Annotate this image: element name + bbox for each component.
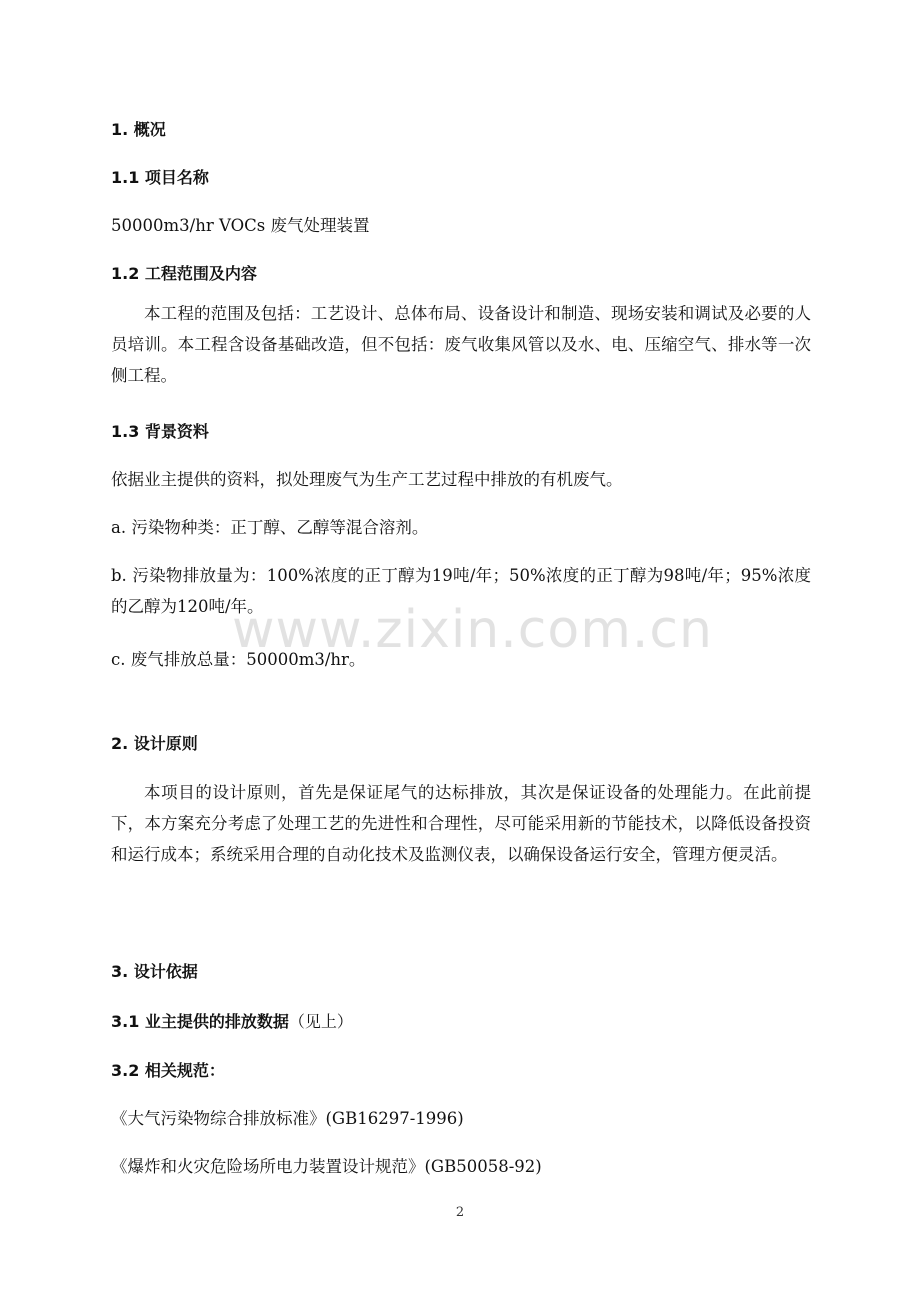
section-3-1-title: 3.1 业主提供的排放数据 [111, 1012, 289, 1031]
background-intro: 依据业主提供的资料，拟处理废气为生产工艺过程中排放的有机废气。 [111, 470, 623, 489]
watermark: www.zixin.com.cn [232, 600, 713, 660]
design-principles-paragraph: 本项目的设计原则，首先是保证尾气的达标排放，其次是保证设备的处理能力。在此前提下，本方案充分考虑了处理工艺的先进性和合理性，尽可能采用新的节能技术，以降低设备投资和运行成本；系统采用合理的自动化技术及监测仪表，以确保设备运行安全，管理方便灵活。 [111, 783, 811, 864]
section-1-1-heading: 1.1 项目名称 [111, 168, 209, 187]
scope-paragraph: 本工程的范围及包括：工艺设计、总体布局、设备设计和制造、现场安装和调试及必要的人员培训。本工程含设备基础改造，但不包括：废气收集风管以及水、电、压缩空气、排水等一次侧工程。 [111, 304, 811, 385]
section-2-heading: 2. 设计原则 [111, 734, 198, 753]
section-3-2-heading: 3.2 相关规范： [111, 1061, 225, 1080]
project-name: 50000m3/hr VOCs 废气处理装置 [111, 216, 370, 235]
reference-standard-1: 《大气污染物综合排放标准》(GB16297-1996) [111, 1109, 464, 1128]
section-3-1-heading [111, 1006, 811, 1038]
total-exhaust-volume: c. 废气排放总量：50000m3/hr。 [111, 650, 366, 669]
section-1-3-heading: 1.3 背景资料 [111, 422, 209, 441]
pollutant-emission-amount: b. 污染物排放量为：100%浓度的正丁醇为19吨/年；50%浓度的正丁醇为98吨/年；95%浓度的乙醇为120吨/年。 [111, 566, 811, 616]
page-number: 2 [455, 1205, 465, 1220]
section-1-2-heading: 1.2 工程范围及内容 [111, 264, 257, 283]
section-1-heading: 1. 概况 [111, 120, 166, 139]
section-3-heading: 3. 设计依据 [111, 962, 198, 981]
reference-standard-2: 《爆炸和火灾危险场所电力装置设计规范》(GB50058-92) [111, 1157, 542, 1176]
section-3-1-note: （见上） [288, 1012, 353, 1031]
pollutant-types: a. 污染物种类：正丁醇、乙醇等混合溶剂。 [111, 518, 429, 537]
